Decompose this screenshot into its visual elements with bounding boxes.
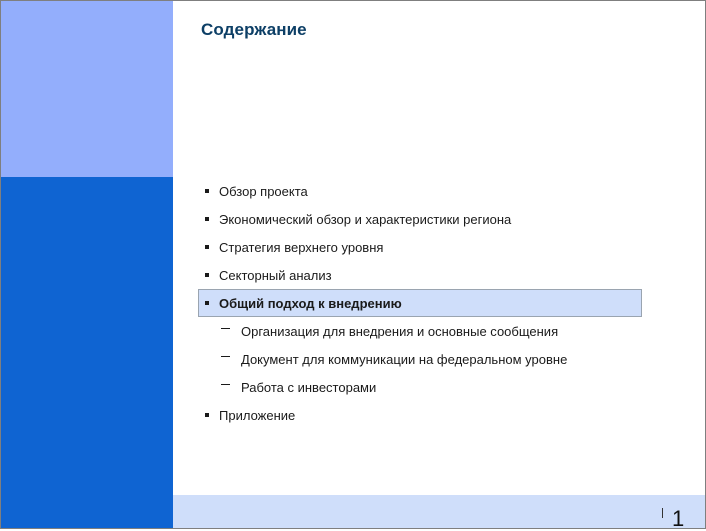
toc-item-label: Стратегия верхнего уровня — [219, 239, 384, 255]
side-panel-top — [1, 1, 173, 177]
toc-item-implementation-approach[interactable] — [198, 289, 642, 317]
toc-subitem-investors[interactable] — [198, 374, 642, 400]
toc-subitem-organization[interactable] — [198, 318, 642, 344]
bullet-icon — [205, 413, 209, 417]
toc-item-label: Приложение — [219, 407, 296, 423]
bullet-icon — [205, 273, 209, 277]
toc-item-top-level-strategy[interactable] — [198, 234, 642, 260]
bullet-icon — [205, 217, 209, 221]
toc-item-label: Обзор проекта — [219, 183, 308, 199]
toc-item-label: Организация для внедрения и основные сообщения — [241, 323, 559, 339]
toc-item-project-overview[interactable] — [198, 178, 642, 204]
page-number: 1 — [672, 506, 685, 531]
bullet-icon — [205, 189, 209, 193]
bullet-icon — [205, 245, 209, 249]
toc-item-label: Документ для коммуникации на федеральном уровне — [241, 351, 568, 367]
toc-item-label: Экономический обзор и характеристики региона — [219, 211, 512, 227]
toc-item-sector-analysis[interactable] — [198, 262, 642, 288]
toc-item-economic-overview[interactable] — [198, 206, 642, 232]
dash-icon — [221, 328, 230, 329]
footer-band — [173, 495, 705, 531]
slide-title: Содержание — [201, 20, 307, 39]
toc-subitem-federal-communication[interactable] — [198, 346, 642, 372]
toc-item-label: Работа с инвесторами — [241, 379, 377, 395]
page-number-separator — [662, 508, 663, 518]
bullet-icon — [205, 301, 209, 305]
toc-item-appendix[interactable] — [198, 402, 642, 428]
toc-item-label: Секторный анализ — [219, 267, 332, 283]
toc-item-label: Общий подход к внедрению — [219, 295, 402, 311]
side-panel-bottom — [1, 177, 173, 528]
dash-icon — [221, 384, 230, 385]
dash-icon — [221, 356, 230, 357]
